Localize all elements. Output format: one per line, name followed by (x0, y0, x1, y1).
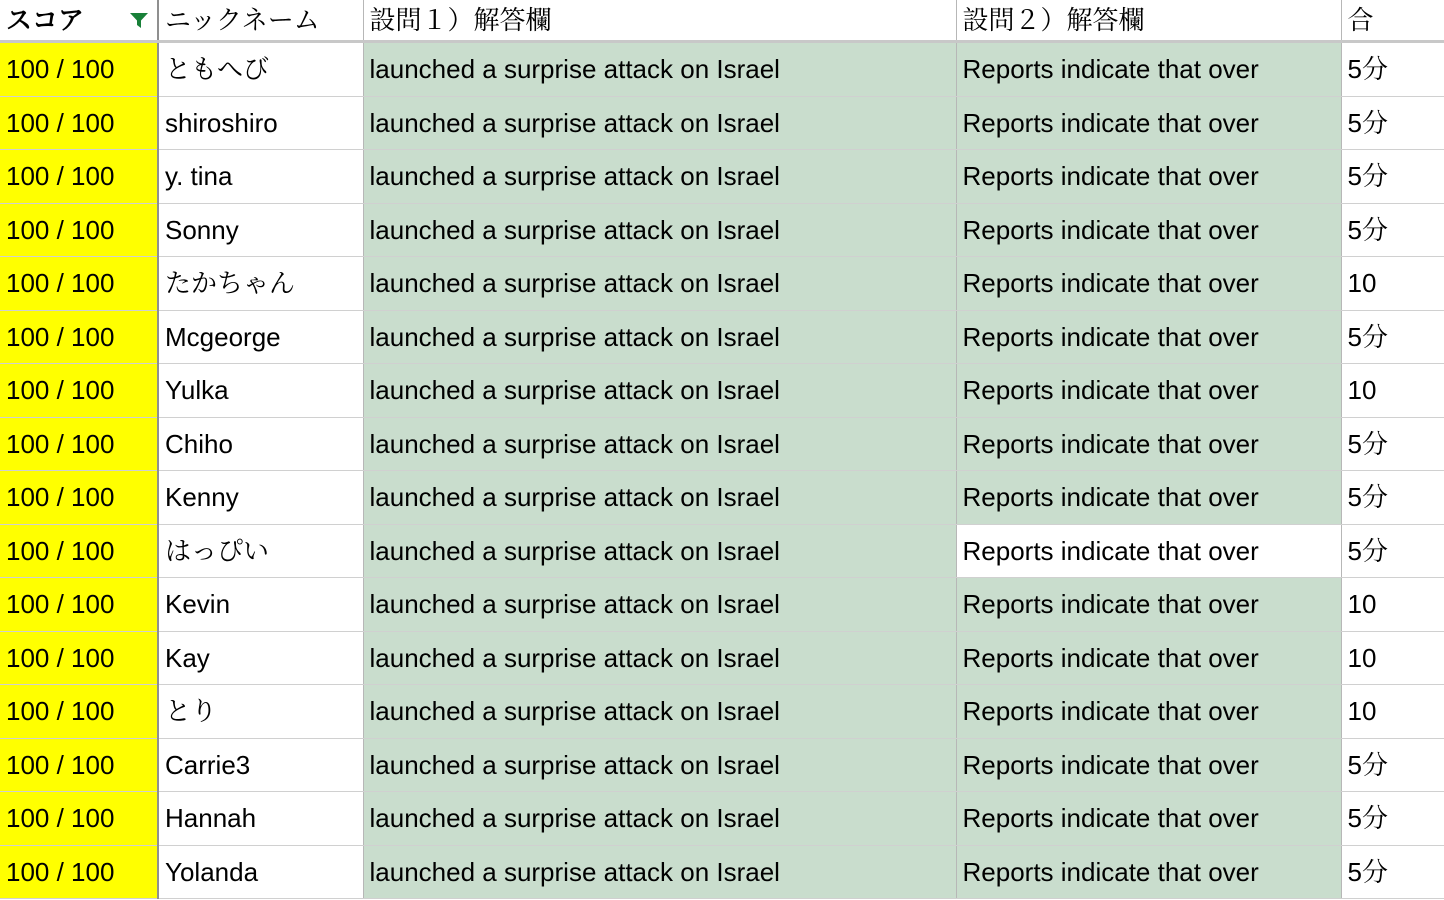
cell-nickname[interactable]: たかちゃん (158, 257, 363, 311)
cell-answer-1[interactable]: launched a surprise attack on Israel (363, 310, 956, 364)
cell-score[interactable]: 100 / 100 (0, 310, 158, 364)
cell-total[interactable]: 10 (1341, 631, 1444, 685)
cell-total[interactable]: 5分 (1341, 738, 1444, 792)
cell-answer-1[interactable]: launched a surprise attack on Israel (363, 738, 956, 792)
cell-answer-1[interactable]: launched a surprise attack on Israel (363, 257, 956, 311)
table-row[interactable] (0, 257, 1444, 311)
cell-answer-2[interactable]: Reports indicate that over (956, 42, 1341, 97)
table-row[interactable] (0, 417, 1444, 471)
cell-total[interactable]: 5分 (1341, 792, 1444, 846)
cell-score[interactable]: 100 / 100 (0, 578, 158, 632)
cell-score[interactable]: 100 / 100 (0, 471, 158, 525)
cell-nickname[interactable]: Hannah (158, 792, 363, 846)
cell-total[interactable]: 5分 (1341, 417, 1444, 471)
cell-score[interactable]: 100 / 100 (0, 685, 158, 739)
cell-score[interactable]: 100 / 100 (0, 792, 158, 846)
cell-nickname[interactable]: Carrie3 (158, 738, 363, 792)
table-row[interactable] (0, 524, 1444, 578)
cell-nickname[interactable]: Yolanda (158, 845, 363, 899)
header-nickname-label: ニックネーム (165, 5, 320, 35)
table-row[interactable] (0, 578, 1444, 632)
cell-answer-1[interactable]: launched a surprise attack on Israel (363, 524, 956, 578)
table-header-row (0, 0, 1444, 42)
cell-answer-2[interactable]: Reports indicate that over (956, 685, 1341, 739)
cell-score[interactable]: 100 / 100 (0, 738, 158, 792)
cell-nickname[interactable]: Yulka (158, 364, 363, 418)
cell-nickname[interactable]: とり (158, 685, 363, 739)
table-body (0, 42, 1444, 899)
header-score[interactable] (0, 0, 158, 42)
table-row[interactable] (0, 150, 1444, 204)
cell-score[interactable]: 100 / 100 (0, 257, 158, 311)
cell-total[interactable]: 5分 (1341, 203, 1444, 257)
cell-answer-1[interactable]: launched a surprise attack on Israel (363, 471, 956, 525)
cell-score[interactable]: 100 / 100 (0, 203, 158, 257)
cell-score[interactable]: 100 / 100 (0, 96, 158, 150)
cell-answer-2[interactable]: Reports indicate that over (956, 203, 1341, 257)
cell-nickname[interactable]: Kenny (158, 471, 363, 525)
header-nickname[interactable] (158, 0, 363, 42)
cell-total[interactable]: 5分 (1341, 845, 1444, 899)
cell-answer-2[interactable]: Reports indicate that over (956, 417, 1341, 471)
header-question-1[interactable] (363, 0, 956, 42)
cell-answer-2[interactable]: Reports indicate that over (956, 524, 1341, 578)
cell-total[interactable]: 5分 (1341, 96, 1444, 150)
table-row[interactable] (0, 310, 1444, 364)
cell-total[interactable]: 10 (1341, 257, 1444, 311)
cell-answer-1[interactable]: launched a surprise attack on Israel (363, 96, 956, 150)
filter-funnel-icon[interactable] (129, 11, 149, 29)
cell-nickname[interactable]: shiroshiro (158, 96, 363, 150)
cell-answer-1[interactable]: launched a surprise attack on Israel (363, 845, 956, 899)
cell-score[interactable]: 100 / 100 (0, 524, 158, 578)
table-row[interactable] (0, 685, 1444, 739)
cell-score[interactable]: 100 / 100 (0, 150, 158, 204)
cell-total[interactable]: 10 (1341, 685, 1444, 739)
cell-score[interactable]: 100 / 100 (0, 631, 158, 685)
header-total-label: 合 (1347, 5, 1374, 35)
cell-nickname[interactable]: ともへび (158, 42, 363, 97)
cell-answer-2[interactable]: Reports indicate that over (956, 738, 1341, 792)
header-score-label: スコア (6, 5, 85, 35)
cell-answer-1[interactable]: launched a surprise attack on Israel (363, 578, 956, 632)
cell-total[interactable]: 5分 (1341, 42, 1444, 97)
cell-answer-2[interactable]: Reports indicate that over (956, 845, 1341, 899)
cell-nickname[interactable]: Mcgeorge (158, 310, 363, 364)
cell-score[interactable]: 100 / 100 (0, 845, 158, 899)
cell-answer-1[interactable]: launched a surprise attack on Israel (363, 364, 956, 418)
cell-answer-2[interactable]: Reports indicate that over (956, 792, 1341, 846)
cell-nickname[interactable]: はっぴい (158, 524, 363, 578)
cell-answer-1[interactable]: launched a surprise attack on Israel (363, 631, 956, 685)
cell-answer-2[interactable]: Reports indicate that over (956, 310, 1341, 364)
cell-score[interactable]: 100 / 100 (0, 42, 158, 97)
cell-total[interactable]: 5分 (1341, 524, 1444, 578)
table-row[interactable] (0, 845, 1444, 899)
cell-score[interactable]: 100 / 100 (0, 417, 158, 471)
header-question-2[interactable] (956, 0, 1341, 42)
cell-score[interactable]: 100 / 100 (0, 364, 158, 418)
cell-nickname[interactable]: Kay (158, 631, 363, 685)
table-row[interactable] (0, 631, 1444, 685)
table-row[interactable] (0, 96, 1444, 150)
header-question-1-label: 設問１）解答欄 (369, 5, 552, 35)
table-row[interactable] (0, 42, 1444, 97)
cell-answer-2[interactable]: Reports indicate that over (956, 257, 1341, 311)
cell-total[interactable]: 10 (1341, 364, 1444, 418)
table-row[interactable] (0, 792, 1444, 846)
cell-answer-1[interactable]: launched a surprise attack on Israel (363, 42, 956, 97)
cell-answer-1[interactable]: launched a surprise attack on Israel (363, 685, 956, 739)
header-question-2-label: 設問２）解答欄 (962, 5, 1145, 35)
header-total[interactable] (1341, 0, 1444, 42)
cell-answer-1[interactable]: launched a surprise attack on Israel (363, 150, 956, 204)
cell-nickname[interactable]: y. tina (158, 150, 363, 204)
cell-answer-1[interactable]: launched a surprise attack on Israel (363, 203, 956, 257)
table-row[interactable] (0, 471, 1444, 525)
table-row[interactable] (0, 203, 1444, 257)
cell-total[interactable]: 5分 (1341, 310, 1444, 364)
cell-nickname[interactable]: Chiho (158, 417, 363, 471)
cell-nickname[interactable]: Kevin (158, 578, 363, 632)
cell-answer-2[interactable]: Reports indicate that over (956, 96, 1341, 150)
cell-answer-2[interactable]: Reports indicate that over (956, 150, 1341, 204)
table-row[interactable] (0, 364, 1444, 418)
cell-answer-2[interactable]: Reports indicate that over (956, 364, 1341, 418)
cell-answer-1[interactable]: launched a surprise attack on Israel (363, 792, 956, 846)
cell-total[interactable]: 5分 (1341, 150, 1444, 204)
cell-answer-2[interactable]: Reports indicate that over (956, 471, 1341, 525)
cell-answer-2[interactable]: Reports indicate that over (956, 578, 1341, 632)
cell-answer-1[interactable]: launched a surprise attack on Israel (363, 417, 956, 471)
table-row[interactable] (0, 738, 1444, 792)
cell-total[interactable]: 10 (1341, 578, 1444, 632)
cell-answer-2[interactable]: Reports indicate that over (956, 631, 1341, 685)
cell-total[interactable]: 5分 (1341, 471, 1444, 525)
cell-nickname[interactable]: Sonny (158, 203, 363, 257)
